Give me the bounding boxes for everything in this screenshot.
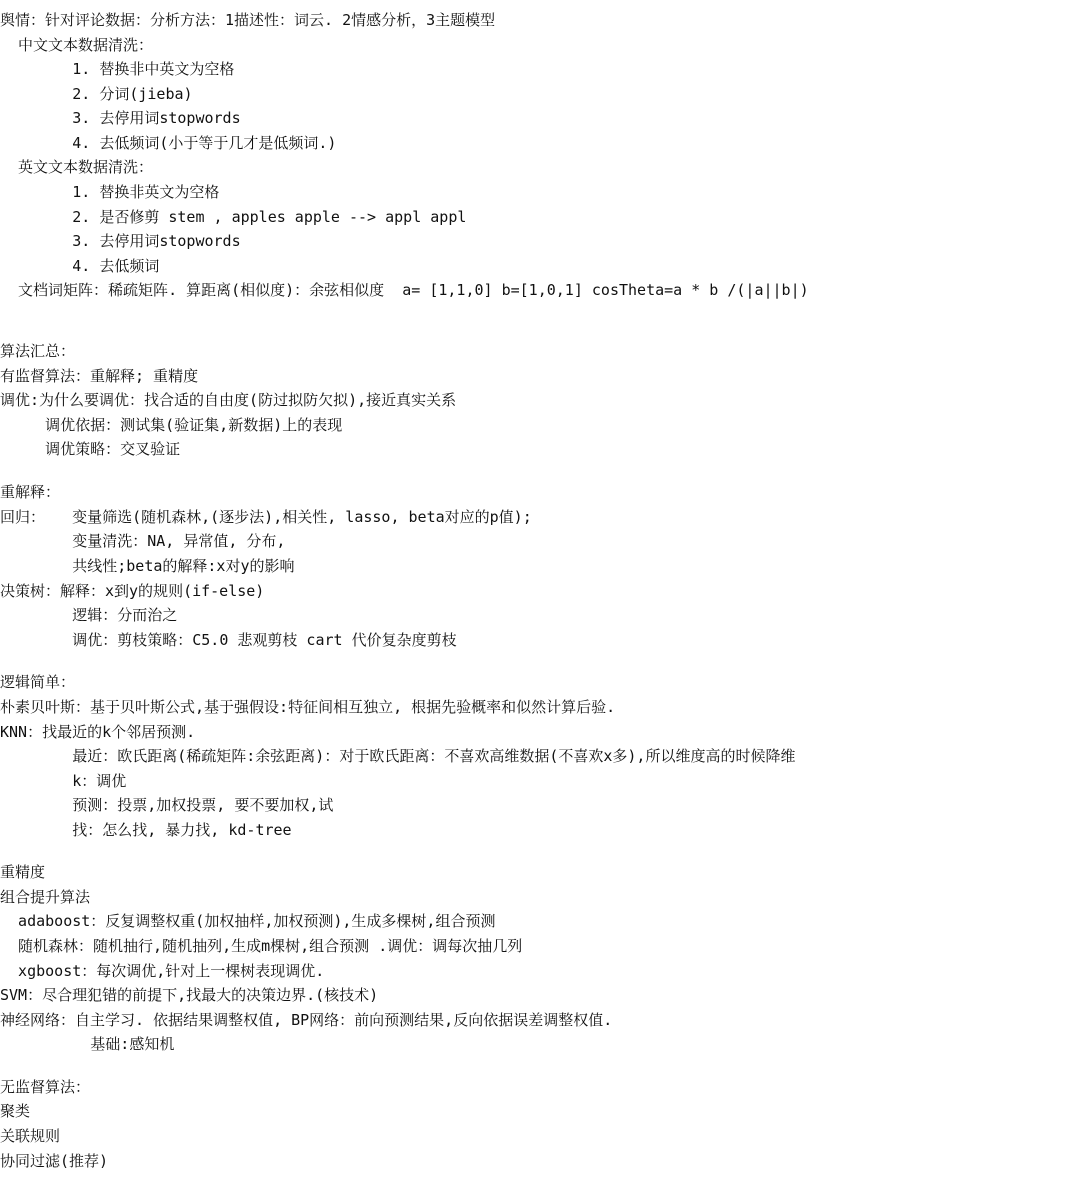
text-line: 协同过滤(推荐) xyxy=(0,1152,109,1170)
text-line: SVM：尽合理犯错的前提下,找最大的决策边界.(核技术) xyxy=(0,986,379,1004)
text-line: 中文文本数据清洗： xyxy=(0,36,154,54)
text-line: 1. 替换非中英文为空格 xyxy=(0,60,235,78)
text-line: 有监督算法：重解释; 重精度 xyxy=(0,367,199,385)
text-line: 3. 去停用词stopwords xyxy=(0,232,241,250)
text-line: 最近：欧氏距离(稀疏矩阵:余弦距离)：对于欧氏距离：不喜欢高维数据(不喜欢x多),所以维度高的时候降维 xyxy=(0,747,796,765)
text-line: 找：怎么找, 暴力找, kd-tree xyxy=(0,821,292,839)
text-line: adaboost：反复调整权重(加权抽样,加权预测),生成多棵树,组合预测 xyxy=(0,912,496,930)
text-line: KNN：找最近的k个邻居预测. xyxy=(0,723,196,741)
text-line: xgboost：每次调优,针对上一棵树表现调优. xyxy=(0,962,325,980)
text-line: 逻辑简单： xyxy=(0,673,76,691)
text-line: 调优策略：交叉验证 xyxy=(0,440,181,458)
text-line: 关联规则 xyxy=(0,1127,61,1145)
text-line: 预测：投票,加权投票, 要不要加权,试 xyxy=(0,796,334,814)
text-line: 回归： 变量筛选(随机森林,(逐步法),相关性, lasso, beta对应的p值); xyxy=(0,508,532,526)
text-line: 调优:为什么要调优：找合适的自由度(防过拟防欠拟),接近真实关系 xyxy=(0,391,457,409)
text-line: 1. 替换非英文为空格 xyxy=(0,183,220,201)
text-line: 变量清洗：NA, 异常值, 分布, xyxy=(0,532,286,550)
text-line: 逻辑：分而治之 xyxy=(0,606,178,624)
text-line: 随机森林：随机抽行,随机抽列,生成m棵树,组合预测 .调优：调每次抽几列 xyxy=(0,937,523,955)
text-line: 调优依据：测试集(验证集,新数据)上的表现 xyxy=(0,416,343,434)
text-line: 神经网络：自主学习. 依据结果调整权值, BP网络：前向预测结果,反向依据误差调整权值. xyxy=(0,1011,613,1029)
text-line: 决策树：解释：x到y的规则(if-else) xyxy=(0,582,265,600)
text-line: 4. 去低频词(小于等于几才是低频词.) xyxy=(0,134,337,152)
text-line: 调优：剪枝策略：C5.0 悲观剪枝 cart 代价复杂度剪枝 xyxy=(0,631,457,649)
text-line: 共线性;beta的解释:x对y的影响 xyxy=(0,557,295,575)
text-line: 组合提升算法 xyxy=(0,888,91,906)
text-line: 2. 是否修剪 stem , apples apple --> appl appl xyxy=(0,208,467,226)
text-line: 英文文本数据清洗： xyxy=(0,158,154,176)
text-line: 文档词矩阵：稀疏矩阵. 算距离(相似度)：余弦相似度 a= [1,1,0] b=[1,0,1] cosTheta=a * b /(|a||b|) xyxy=(0,281,809,299)
text-line: 基础:感知机 xyxy=(0,1035,175,1053)
text-line: 舆情：针对评论数据：分析方法：1描述性：词云. 2情感分析，3主题模型 xyxy=(0,11,496,29)
text-line: 聚类 xyxy=(0,1102,31,1120)
text-line: 2. 分词(jieba) xyxy=(0,85,193,103)
text-line: 重解释： xyxy=(0,483,61,501)
text-line: 无监督算法： xyxy=(0,1078,91,1096)
text-line: 重精度 xyxy=(0,863,46,881)
text-line: 算法汇总： xyxy=(0,342,76,360)
text-line: 4. 去低频词 xyxy=(0,257,160,275)
text-line: k：调优 xyxy=(0,772,127,790)
text-line: 朴素贝叶斯：基于贝叶斯公式,基于强假设:特征间相互独立, 根据先验概率和似然计算后验. xyxy=(0,698,616,716)
text-line: 3. 去停用词stopwords xyxy=(0,109,241,127)
